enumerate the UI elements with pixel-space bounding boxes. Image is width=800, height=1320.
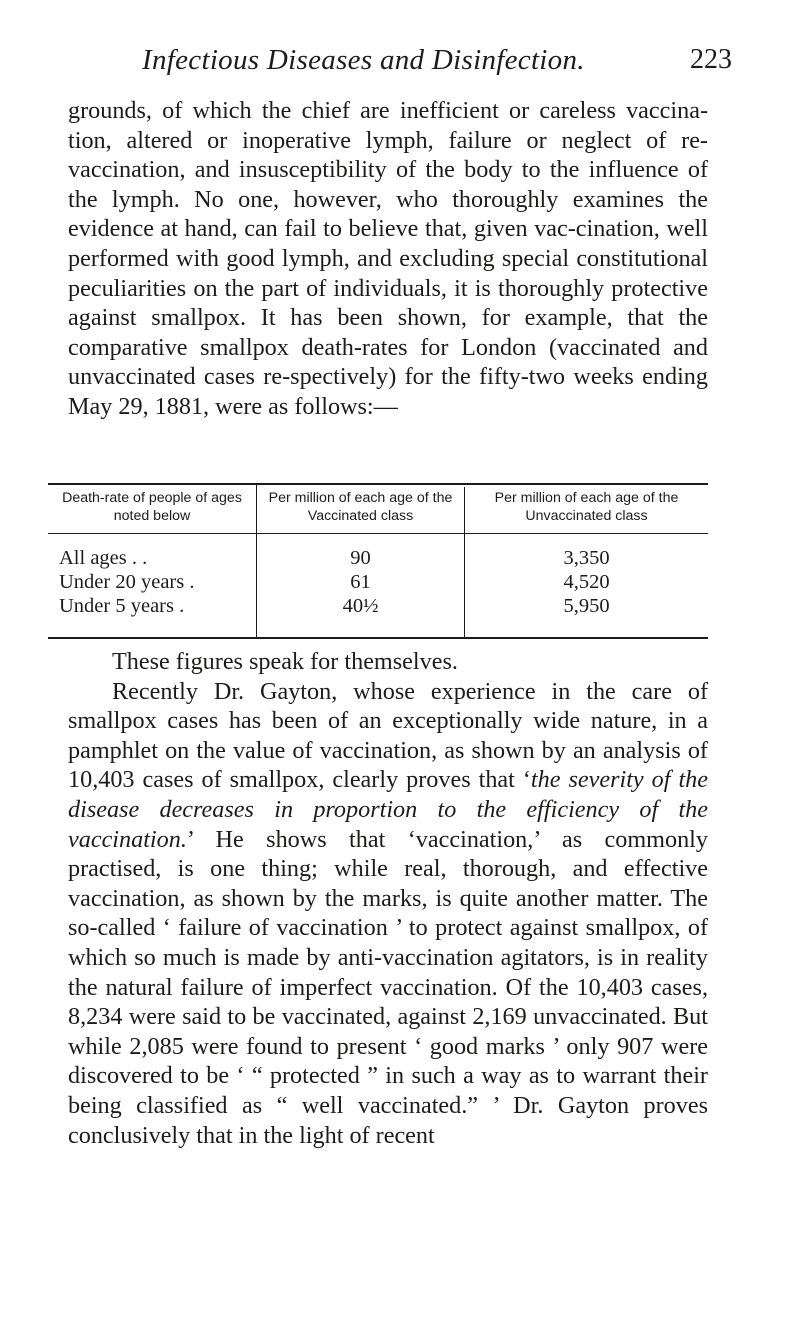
gayton-quote-italic: the severity of the disease decreases in proportion to the efficiency of the vaccination.: [68, 766, 708, 853]
row-label: Under 5 years .: [59, 595, 185, 617]
upper-paragraph-block: [68, 96, 708, 422]
table-header-rule: [48, 533, 708, 534]
lower-text-block: [68, 647, 708, 1150]
table-top-rule: [48, 483, 708, 485]
table-header-unvaccinated: Per million of each age of the Unvaccinated class: [494, 490, 679, 524]
unvaccinated-rate: 4,520: [563, 571, 610, 593]
summary-sentence: These figures speak for themselves.: [112, 648, 458, 675]
page-header: [130, 44, 732, 84]
vaccinated-rate: 40½: [342, 595, 379, 617]
vaccinated-rate: 90: [350, 547, 371, 569]
row-label: All ages . .: [59, 547, 148, 569]
table-bottom-rule: [48, 637, 708, 639]
page-number: 223: [690, 44, 732, 75]
row-label: Under 20 years .: [59, 571, 195, 593]
table-header-vaccinated: Per million of each age of the Vaccinated class: [268, 490, 453, 524]
table-header-age: Death-rate of people of ages noted below: [62, 490, 242, 524]
gayton-text-start: Recently Dr. Gayton, whose experience in the care of smallpox cases has been of an exceptionally wide nature, in a pamphlet on the value of vaccination, as shown by an analysis of 10,403 cases of smallpox, clearly proves that ‘: [68, 677, 708, 794]
death-rate-table: [48, 483, 708, 638]
table-row: [48, 547, 708, 573]
gayton-text-rest: ’ He shows that ‘vaccination,’ as commonly practised, is one thing; while real, thorough, and effective vaccination, as shown by the marks, is quite another matter. The so-called ‘ failure of vaccination ’ to protect against smallpox, of which so much is made by anti-vaccination agitators, is in reality the natural failure of imperfect vaccination. Of the 10,403 cases, 8,234 were said to be vaccinated, against 2,169 unvaccinated. But while 2,085 were found to present ‘ good marks ’ only 907 were discovered to be ‘ “ protected ” in such a way as to warrant their being classified as “ well vaccinated.” ’ Dr. Gayton proves conclusively that in the light of recent: [68, 825, 708, 1149]
unvaccinated-rate: 5,950: [563, 595, 610, 617]
vaccinated-rate: 61: [350, 571, 371, 593]
opening-paragraph: grounds, of which the chief are inefficient or careless vaccina-tion, altered or inoperative lymph, failure or neglect of re-vaccination, and insusceptibility of the body to the influence of the lymph. No one, however, who thoroughly examines the evidence at hand, can fail to believe that, given vac-cination, well performed with good lymph, and excluding special constitutional peculiarities on the part of individuals, it is thoroughly protective against smallpox. It has been shown, for example, that the comparative smallpox death-rates for London (vaccinated and unvaccinated cases re-spectively) for the fifty-two weeks ending May 29, 1881, were as follows:—: [68, 97, 708, 420]
running-title: Infectious Diseases and Disinfection.: [142, 44, 585, 76]
gayton-paragraph: [68, 677, 708, 1151]
unvaccinated-rate: 3,350: [563, 547, 610, 569]
table-row: [48, 571, 708, 597]
table-row: [48, 595, 708, 621]
